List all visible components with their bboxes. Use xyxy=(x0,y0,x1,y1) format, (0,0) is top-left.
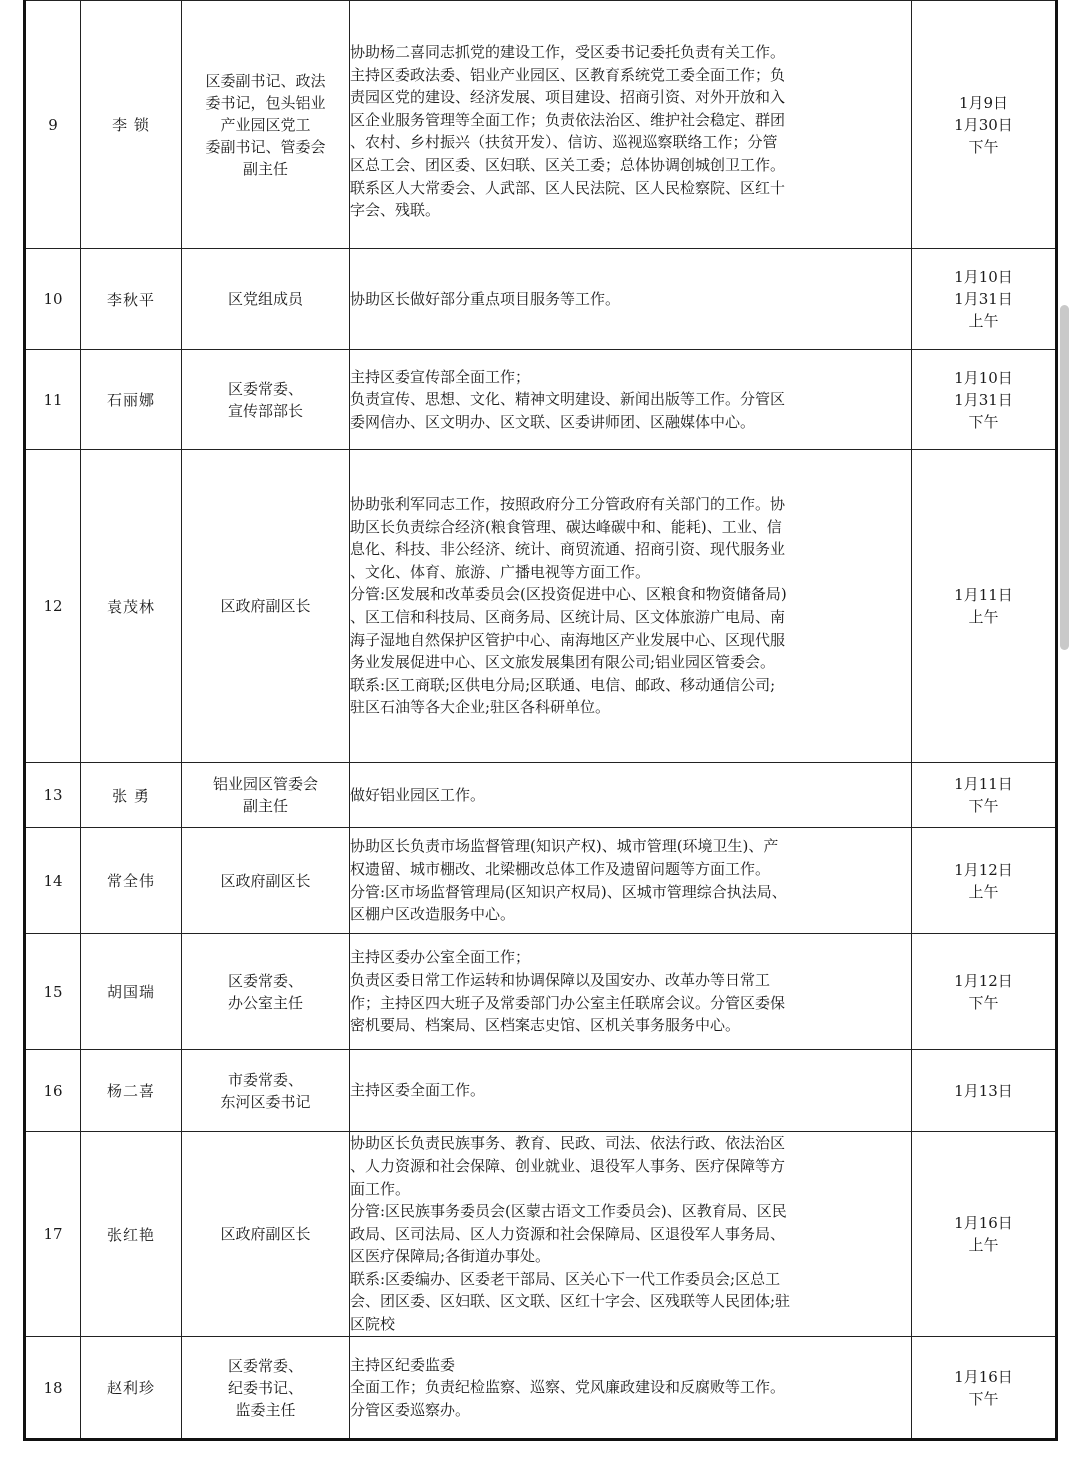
table-row xyxy=(25,1132,1057,1337)
leader-position: 区政府副区长 xyxy=(182,450,350,763)
leader-position: 铝业园区管委会 副主任 xyxy=(182,763,350,828)
reception-time: 1月16日 上午 xyxy=(912,1132,1057,1337)
reception-time: 1月11日 上午 xyxy=(912,450,1057,763)
duty-description: 主持区委全面工作。 xyxy=(350,1050,912,1132)
leader-position: 区委常委、 纪委书记、 监委主任 xyxy=(182,1337,350,1440)
duty-description: 协助杨二喜同志抓党的建设工作，受区委书记委托负责有关工作。 主持区委政法委、铝业产业园区、区教育系统党工委全面工作；负 责园区党的建设、经济发展、项目建设、招商引资、对外开放和入 区企业服务管理等全面工作；负责依法治区、维护社会稳定、群团 、农村、乡村振兴（扶贫开发）、信访、巡视巡察联络工作；分管 区总工会、团区委、区妇联、区关工委；总体协调创城创卫工作。 联系区人大常委会、人武部、区人民法院、区人民检察院、区红十 字会、残联。 xyxy=(350,1,912,249)
leader-name: 李秋平 xyxy=(81,249,182,350)
duty-description: 主持区委办公室全面工作； 负责区委日常工作运转和协调保障以及国安办、改革办等日常工 作；主持区四大班子及常委部门办公室主任联席会议。分管区委保 密机要局、档案局、区档案志史馆、区机关事务服务中心。 xyxy=(350,934,912,1050)
leader-position: 区委常委、 宣传部部长 xyxy=(182,350,350,450)
leader-name: 张红艳 xyxy=(81,1132,182,1337)
table-row xyxy=(25,1337,1057,1440)
reception-time: 1月10日 1月31日 下午 xyxy=(912,350,1057,450)
duty-description: 协助区长做好部分重点项目服务等工作。 xyxy=(350,249,912,350)
duty-description: 协助张利军同志工作，按照政府分工分管政府有关部门的工作。协 助区长负责综合经济(粮食管理、碳达峰碳中和、能耗)、工业、信 息化、科技、非公经济、统计、商贸流通、招商引资、现代服务业 、文化、体育、旅游、广播电视等方面工作。 分管:区发展和改革委员会(区投资促进中心、区粮食和物资储备局) 、区工信和科技局、区商务局、区统计局、区文体旅游广电局、南 海子湿地自然保护区管护中心、南海地区产业发展中心、区现代服 务业发展促进中心、区文旅发展集团有限公司;铝业园区管委会。 联系:区工商联;区供电分局;区联通、电信、邮政、移动通信公司; 驻区石油等各大企业;驻区各科研单位。 xyxy=(350,450,912,763)
reception-time: 1月16日 下午 xyxy=(912,1337,1057,1440)
row-number: 17 xyxy=(25,1132,81,1337)
row-number: 14 xyxy=(25,828,81,934)
row-number: 12 xyxy=(25,450,81,763)
table-row xyxy=(25,828,1057,934)
table-row xyxy=(25,249,1057,350)
schedule-sheet xyxy=(23,0,1055,1441)
reception-time: 1月11日 下午 xyxy=(912,763,1057,828)
leader-position: 市委常委、 东河区委书记 xyxy=(182,1050,350,1132)
row-number: 10 xyxy=(25,249,81,350)
leader-position: 区政府副区长 xyxy=(182,828,350,934)
leader-position: 区党组成员 xyxy=(182,249,350,350)
leader-position: 区政府副区长 xyxy=(182,1132,350,1337)
row-number: 13 xyxy=(25,763,81,828)
row-number: 15 xyxy=(25,934,81,1050)
leader-name: 石丽娜 xyxy=(81,350,182,450)
table-row xyxy=(25,763,1057,828)
duty-description: 主持区委宣传部全面工作； 负责宣传、思想、文化、精神文明建设、新闻出版等工作。分管区 委网信办、区文明办、区文联、区委讲师团、区融媒体中心。 xyxy=(350,350,912,450)
row-number: 11 xyxy=(25,350,81,450)
leader-name: 李 锁 xyxy=(81,1,182,249)
table-row xyxy=(25,350,1057,450)
row-number: 16 xyxy=(25,1050,81,1132)
leader-position: 区委常委、 办公室主任 xyxy=(182,934,350,1050)
reception-time: 1月9日 1月30日 下午 xyxy=(912,1,1057,249)
reception-time: 1月10日 1月31日 上午 xyxy=(912,249,1057,350)
row-number: 18 xyxy=(25,1337,81,1440)
leader-name: 胡国瑞 xyxy=(81,934,182,1050)
leader-name: 张 勇 xyxy=(81,763,182,828)
duty-description: 做好铝业园区工作。 xyxy=(350,763,912,828)
table-row xyxy=(25,1,1057,249)
leader-name: 杨二喜 xyxy=(81,1050,182,1132)
reception-time: 1月12日 上午 xyxy=(912,828,1057,934)
leader-schedule-table xyxy=(23,0,1058,1441)
reception-time: 1月13日 xyxy=(912,1050,1057,1132)
row-number: 9 xyxy=(25,1,81,249)
duty-description: 协助区长负责市场监督管理(知识产权)、城市管理(环境卫生)、产 权遗留、城市棚改、北梁棚改总体工作及遗留问题等方面工作。 分管:区市场监督管理局(区知识产权局)、区城市管理综合执法局、 区棚户区改造服务中心。 xyxy=(350,828,912,934)
leader-name: 常全伟 xyxy=(81,828,182,934)
duty-description: 主持区纪委监委 全面工作；负责纪检监察、巡察、党风廉政建设和反腐败等工作。 分管区委巡察办。 xyxy=(350,1337,912,1440)
leader-name: 袁茂林 xyxy=(81,450,182,763)
table-row xyxy=(25,450,1057,763)
leader-name: 赵利珍 xyxy=(81,1337,182,1440)
duty-description: 协助区长负责民族事务、教育、民政、司法、依法行政、依法治区 、人力资源和社会保障、创业就业、退役军人事务、医疗保障等方 面工作。 分管:区民族事务委员会(区蒙古语文工作委员会)、区教育局、区民 政局、区司法局、区人力资源和社会保障局、区退役军人事务局、 区医疗保障局;各街道办事处。 联系:区委编办、区委老干部局、区关心下一代工作委员会;区总工 会、团区委、区妇联、区文联、区红十字会、区残联等人民团体;驻 区院校 xyxy=(350,1132,912,1337)
table-row xyxy=(25,1050,1057,1132)
leader-position: 区委副书记、政法 委书记，包头铝业 产业园区党工 委副书记、管委会 副主任 xyxy=(182,1,350,249)
reception-time: 1月12日 下午 xyxy=(912,934,1057,1050)
table-row xyxy=(25,934,1057,1050)
vertical-scrollbar[interactable] xyxy=(1060,305,1069,650)
